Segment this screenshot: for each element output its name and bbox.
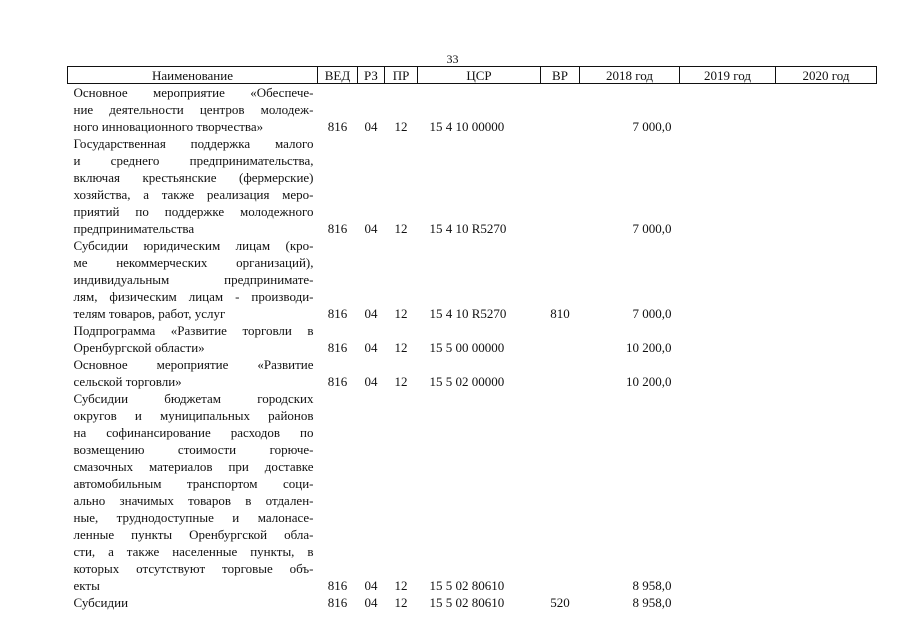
row-y2020 — [776, 390, 877, 594]
row-name — [68, 594, 318, 611]
row-name-line: ально значимых товаров в отдален- — [73, 493, 314, 508]
row-name-line: приятий по поддержке молодежного — [73, 204, 314, 219]
row-csr: 15 5 02 80610 — [429, 578, 505, 593]
row-name-line: екты — [73, 578, 100, 593]
row-vr: 520 — [550, 595, 570, 610]
row-ved: 816 — [327, 221, 348, 236]
row-name — [68, 322, 318, 356]
row-csr: 15 5 00 00000 — [429, 340, 505, 355]
row-pr: 12 — [394, 374, 408, 389]
row-name-line: Субсидии — [73, 595, 129, 610]
row-name-line: Субсидии бюджетам городских — [73, 391, 314, 406]
row-y2019 — [680, 390, 776, 594]
row-csr: 15 4 10 00000 — [429, 119, 505, 134]
row-vr — [541, 322, 580, 356]
row-name-line: ленные пункты Оренбургской обла- — [73, 527, 314, 542]
row-name-line: Подпрограмма «Развитие торговли в — [73, 323, 314, 338]
row-rz: 04 — [364, 595, 378, 610]
row-rz: 04 — [364, 306, 378, 321]
row-y2018: 10 200,0 — [626, 340, 672, 355]
header-2019: 2019 год — [680, 67, 776, 84]
page-number: 33 — [446, 52, 459, 66]
row-name-line: хозяйства, а также реализация меро- — [73, 187, 314, 202]
row-y2020 — [776, 135, 877, 237]
row-rz: 04 — [364, 221, 378, 236]
row-csr: 15 4 10 R5270 — [429, 306, 507, 321]
row-rz: 04 — [364, 340, 378, 355]
row-name-line: Оренбургской области» — [73, 340, 205, 355]
row-y2020 — [776, 237, 877, 322]
row-name-line: ного инновационного творчества» — [73, 119, 264, 134]
row-ved: 816 — [327, 578, 348, 593]
row-name-line: Основное мероприятие «Развитие — [73, 357, 314, 372]
header-name: Наименование — [68, 67, 318, 84]
row-name-line: сти, а также населенные пункты, в — [73, 544, 314, 559]
row-name-line: смазочных материалов при доставке — [73, 459, 314, 474]
table-row — [68, 135, 877, 237]
row-vr — [541, 135, 580, 237]
row-csr: 15 5 02 00000 — [429, 374, 505, 389]
row-y2019 — [680, 356, 776, 390]
table-row — [68, 322, 877, 356]
row-pr: 12 — [394, 340, 408, 355]
header-ved: ВЕД — [318, 67, 358, 84]
row-name-line: индивидуальным предпринимате- — [73, 272, 314, 287]
row-vr — [541, 84, 580, 136]
row-y2019 — [680, 237, 776, 322]
header-rz: РЗ — [358, 67, 385, 84]
row-name — [68, 237, 318, 322]
row-name-line: округов и муниципальных районов — [73, 408, 314, 423]
row-name-line: предпринимательства — [73, 221, 195, 236]
row-pr: 12 — [394, 119, 408, 134]
header-2018: 2018 год — [580, 67, 680, 84]
row-pr: 12 — [394, 306, 408, 321]
row-name-line: ные, труднодоступные и малонасе- — [73, 510, 314, 525]
row-name — [68, 356, 318, 390]
row-y2019 — [680, 135, 776, 237]
row-y2018: 10 200,0 — [626, 374, 672, 389]
row-y2018: 8 958,0 — [632, 595, 672, 610]
table-row — [68, 356, 877, 390]
row-name-line: на софинансирование расходов по — [73, 425, 314, 440]
row-ved: 816 — [327, 595, 348, 610]
row-name-line: возмещению стоимости горюче- — [73, 442, 314, 457]
row-y2020 — [776, 322, 877, 356]
row-name — [68, 135, 318, 237]
table-body — [68, 84, 877, 612]
table-header-row — [68, 67, 877, 84]
row-ved: 816 — [327, 374, 348, 389]
row-name-line: лям, физическим лицам - производи- — [73, 289, 314, 304]
row-name-line: ме некоммерческих организаций), — [73, 255, 314, 270]
row-name-line: автомобильным транспортом соци- — [73, 476, 314, 491]
row-rz: 04 — [364, 374, 378, 389]
row-y2019 — [680, 594, 776, 611]
row-name-line: ние деятельности центров молодеж- — [73, 102, 314, 117]
row-name-line: телям товаров, работ, услуг — [73, 306, 226, 321]
table-row — [68, 594, 877, 611]
row-pr: 12 — [394, 221, 408, 236]
row-pr: 12 — [394, 595, 408, 610]
row-rz: 04 — [364, 119, 378, 134]
header-pr: ПР — [385, 67, 418, 84]
row-ved: 816 — [327, 119, 348, 134]
row-y2019 — [680, 84, 776, 136]
row-y2018: 7 000,0 — [632, 306, 672, 321]
header-2020: 2020 год — [776, 67, 877, 84]
row-y2020 — [776, 84, 877, 136]
table-row — [68, 84, 877, 136]
row-y2018: 8 958,0 — [632, 578, 672, 593]
row-pr: 12 — [394, 578, 408, 593]
row-name-line: которых отсутствуют торговые объ- — [73, 561, 314, 576]
row-name-line: и среднего предпринимательства, — [73, 153, 314, 168]
row-ved: 816 — [327, 340, 348, 355]
row-vr — [541, 390, 580, 594]
row-y2019 — [680, 322, 776, 356]
row-name — [68, 390, 318, 594]
budget-table — [67, 66, 877, 611]
row-rz: 04 — [364, 578, 378, 593]
row-y2020 — [776, 594, 877, 611]
table-row — [68, 237, 877, 322]
row-name-line: сельской торговли» — [73, 374, 182, 389]
row-name-line: Основное мероприятие «Обеспече- — [73, 85, 314, 100]
row-vr — [541, 356, 580, 390]
row-csr: 15 5 02 80610 — [429, 595, 505, 610]
header-vr: ВР — [541, 67, 580, 84]
header-csr: ЦСР — [418, 67, 541, 84]
row-name — [68, 84, 318, 136]
row-y2018: 7 000,0 — [632, 221, 672, 236]
row-y2020 — [776, 356, 877, 390]
row-name-line: Государственная поддержка малого — [73, 136, 314, 151]
row-ved: 816 — [327, 306, 348, 321]
row-csr: 15 4 10 R5270 — [429, 221, 507, 236]
row-name-line: включая крестьянские (фермерские) — [73, 170, 314, 185]
table-row — [68, 390, 877, 594]
row-y2018: 7 000,0 — [632, 119, 672, 134]
row-name-line: Субсидии юридическим лицам (кро- — [73, 238, 314, 253]
row-vr: 810 — [550, 306, 570, 321]
